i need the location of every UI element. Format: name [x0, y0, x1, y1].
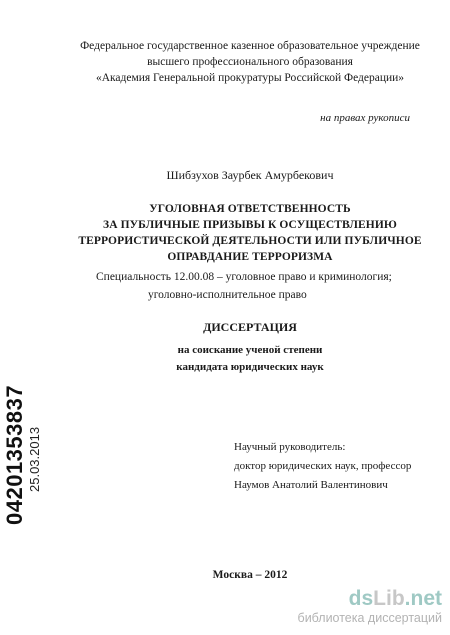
title-line-4: ОПРАВДАНИЕ ТЕРРОРИЗМА — [167, 251, 333, 263]
specialty-line-2: уголовно-исполнительное право — [148, 289, 307, 301]
specialty-block — [96, 268, 392, 304]
watermark-logo-ds: ds — [348, 587, 374, 610]
supervisor-block — [234, 438, 411, 495]
document-type: ДИССЕРТАЦИЯ — [203, 320, 297, 334]
institution-line-1: Федеральное государственное казенное образовательное учреждение — [80, 40, 420, 52]
author-name: Шибзухов Заурбек Амурбекович — [166, 168, 334, 182]
watermark-logo-net: .net — [404, 587, 442, 610]
institution-block — [60, 38, 440, 86]
dissertation-title — [60, 201, 440, 265]
title-line-3: ТЕРРОРИСТИЧЕСКОЙ ДЕЯТЕЛЬНОСТИ ИЛИ ПУБЛИЧНОЕ — [78, 235, 422, 247]
supervisor-line-1: Научный руководитель: — [234, 441, 346, 453]
title-line-1: УГОЛОВНАЯ ОТВЕТСТВЕННОСТЬ — [149, 203, 351, 215]
watermark-logo — [298, 588, 442, 610]
supervisor-line-2: доктор юридических наук, профессор — [234, 460, 412, 472]
institution-line-2: высшего профессионального образования — [147, 56, 353, 68]
city-year: Москва – 2012 — [212, 569, 288, 581]
degree-line-2: кандидата юридических наук — [176, 361, 324, 373]
supervisor-line-3: Наумов Анатолий Валентинович — [234, 479, 388, 491]
institution-line-3: «Академия Генеральной прокуратуры Российской Федерации» — [95, 72, 405, 84]
watermark-logo-lib: Lib — [373, 587, 405, 610]
library-stamp-number: 04201353837 — [2, 384, 27, 525]
library-stamp-date: 25.03.2013 — [27, 426, 42, 492]
watermark — [298, 588, 442, 626]
specialty-line-1: Специальность 12.00.08 – уголовное право и криминология; — [96, 271, 392, 283]
degree-line-1: на соискание ученой степени — [177, 344, 323, 356]
degree-block — [60, 342, 440, 376]
title-line-2: ЗА ПУБЛИЧНЫЕ ПРИЗЫВЫ К ОСУЩЕСТВЛЕНИЮ — [103, 219, 397, 231]
manuscript-note: на правах рукописи — [320, 112, 410, 124]
watermark-subtitle: библиотека диссертаций — [297, 611, 442, 625]
